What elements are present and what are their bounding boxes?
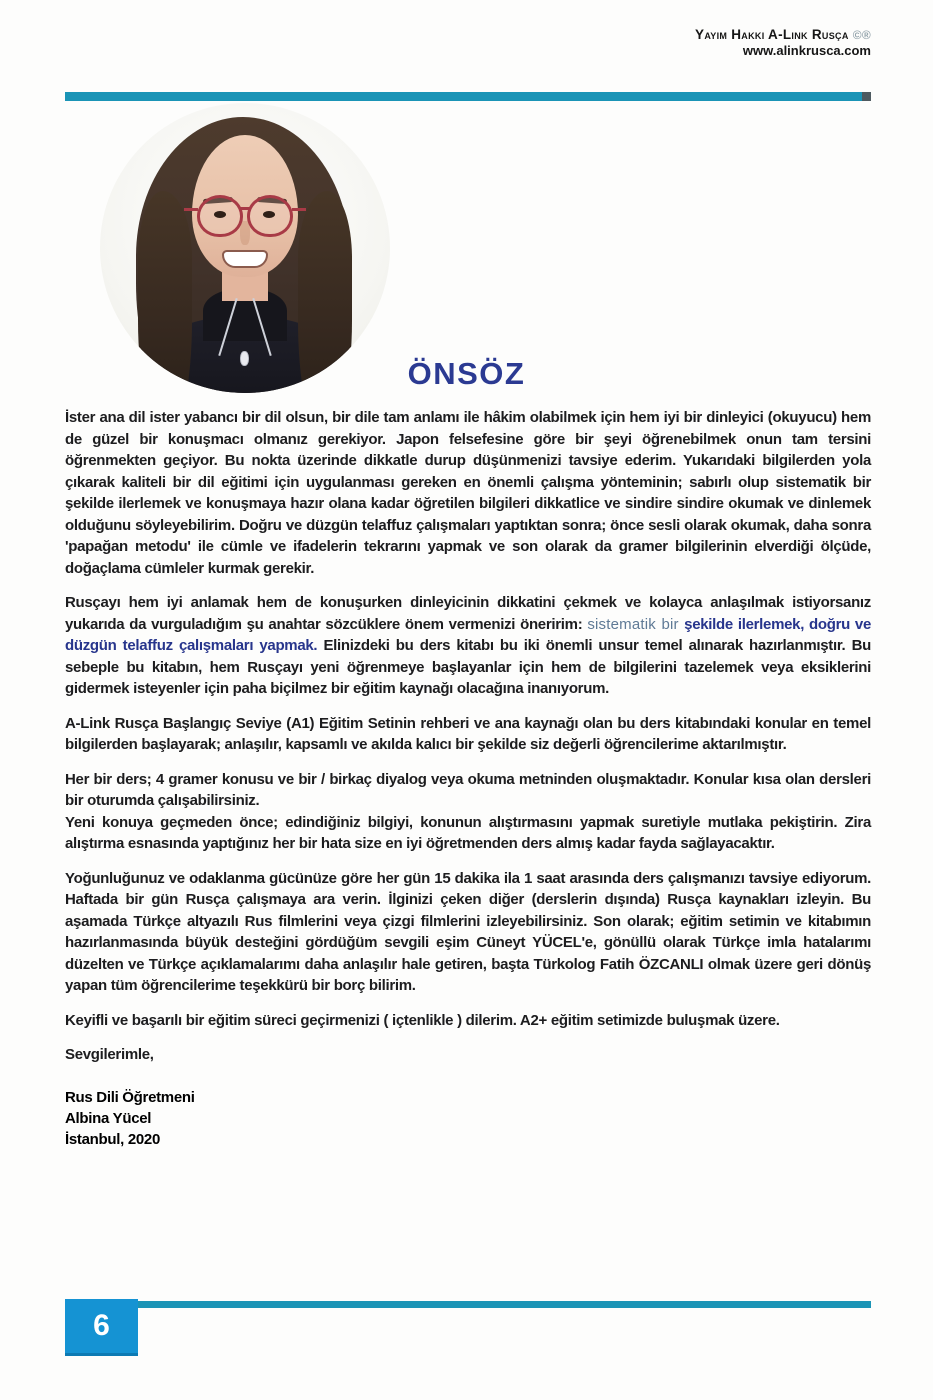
website-url: www.alinkrusca.com [742, 43, 871, 58]
rule-end-tip [862, 92, 871, 101]
signature-role: Rus Dili Öğretmeni [65, 1088, 195, 1106]
paragraph-5: Yoğunluğunuz ve odaklanma gücünüze göre her gün 15 dakika ila 1 saat arasında ders çalışmanızı tavsiye ediyorum. Haftada bir gün Rusça çalışmaya ara verin. İlginizi çeken diğer (derslerin dışında) Rusça kaynakları izleyin. Bu aşamada Türkçe altyazılı Rus filmlerini veya çizgi filmlerini izleyebilirsiniz. Son olarak; eğitim setimin ve kitabımın hazırlanmasında büyük desteğini gördüğüm sevgili eşim Cüneyt YÜCEL'e, gönüllü olarak Türkçe imla hatalarımı düzelten ve Türkçe açıklamalarımı daha anlaşılır hale getiren, başta Türkolog Fatih ÖZCANLI olmak üzere geri dönüş yapan tüm öğrencilerime teşekkürü bir borç bilirim. [65, 869, 871, 994]
paragraph-2-lead: Rusçayı hem iyi anlamak hem de konuşurken dinleyicinin dikkatini çekmek ve kolayca anlaşılmak istiyorsanız yukarıda da vurguladığım şu anahtar sözcüklere önem vermenizi öneririm: [65, 594, 871, 633]
portrait-hair-lock-left [138, 191, 192, 393]
page-number-badge [65, 1299, 138, 1356]
paragraph-4b: Yeni konuya geçmeden önce; edindiğiniz bilgiyi, konunun alıştırmasını yapmak suretiyle mutlaka pekiştirin. Zira alıştırma esnasında yaptığınız her bir hata size en iyi öğretmenden ders almış kadar fayda sağlayacaktır. [65, 813, 871, 852]
page-title: ÖNSÖZ [407, 356, 526, 391]
page-header [695, 27, 871, 58]
paragraph-4a: Her bir ders; 4 gramer konusu ve bir / birkaç diyalog veya okuma metninden oluşmaktadır. Konular kısa olan dersleri bir oturumda çalışabilirsiniz. [65, 770, 871, 809]
portrait-nose [240, 221, 250, 245]
portrait-glasses-bridge [239, 207, 251, 210]
publisher-line [695, 27, 871, 42]
portrait-hair-lock-right [298, 191, 352, 393]
signature-place-year: İstanbul, 2020 [65, 1130, 161, 1148]
portrait-eye-left [214, 211, 226, 218]
paragraph-2 [65, 592, 871, 700]
page-number: 6 [93, 1309, 110, 1342]
closing-salutation: Sevgilerimle, [65, 1046, 154, 1063]
author-portrait-photo [100, 103, 390, 393]
portrait-smile [222, 250, 268, 268]
portrait-glasses-temple-right [292, 208, 306, 211]
publisher-text: Yayım Hakkı A-Link Rusça [695, 27, 849, 42]
footer-divider-rule [65, 1301, 871, 1308]
paragraph-3: A-Link Rusça Başlangıç Seviye (A1) Eğitim Setinin rehberi ve ana kaynağı olan bu ders kitabındaki konular en temel bilgilerden başlayarak; anlaşılır, kapsamlı ve akılda kalıcı bir şekilde siz değerli öğrencilerime aktarılmıştır. [65, 714, 871, 753]
copyright-marks: ©® [852, 28, 871, 42]
paragraph-6: Keyifli ve başarılı bir eğitim süreci geçirmenizi ( içtenlikle ) dilerim. A2+ eğitim setimizde buluşmak üzere. [65, 1011, 780, 1029]
keyword-phrase-light: sistematik bir [587, 615, 685, 633]
portrait-glasses-temple-left [184, 208, 198, 211]
paragraph-2-tail: Elinizdeki bu ders kitabı bu iki önemli unsur temel alınarak hazırlanmıştır. Bu sebeple bu kitabın, hem Rusçayı yeni öğrenmeye başlayanlar için hem de bilgilerini tazelemek veya eksiklerini gidermek isteyenler için paha biçilmez bir eğitim kaynağı olacağına inanıyorum. [65, 637, 871, 697]
signature-name: Albina Yücel [65, 1109, 152, 1127]
preface-body [65, 407, 871, 1150]
portrait-necklace-pendant [240, 351, 249, 366]
signature-block [65, 1087, 871, 1150]
keyword-phrase-bold: şekilde ilerlemek, doğru ve düzgün telaffuz çalışmaları yapmak. [65, 615, 872, 654]
top-divider-rule [65, 92, 871, 101]
portrait-eye-right [263, 211, 275, 218]
paragraph-1: İster ana dil ister yabancı bir dil olsun, bir dile tam anlamı ile hâkim olabilmek için hem iyi bir dinleyici (okuyucu) hem de güzel bir konuşmacı olmanız gerekiyor. Japon felsefesine göre bir şeyi öğrenebilmek onun tam tersini öğrenmekten geçiyor. Bu nokta üzerinde dikkatle durup düşünmenizi tavsiye ederim. Yukarıdaki bilgilerden yola çıkarak kaliteli bir dil eğitimi için uygulanması gereken en önemli çalışma yönteminin; sabırlı olup sistematik bir şekilde ilerlemek ve konuşmaya hazır olana kadar öğretilen bilgileri dikkatlice ve sindire sindire okumak ve dinlemek olduğunu söyleyebilirim. Doğru ve düzgün telaffuz çalışmaları yaptıktan sonra; önce sesli olarak okumak, daha sonra 'papağan metodu' ile cümle ve ifadelerin tekrarını yapmak ve son olarak da gramer bilgilerinin elverdiği ölçüde, doğaçlama cümleler kurmak gerekir. [65, 409, 871, 577]
